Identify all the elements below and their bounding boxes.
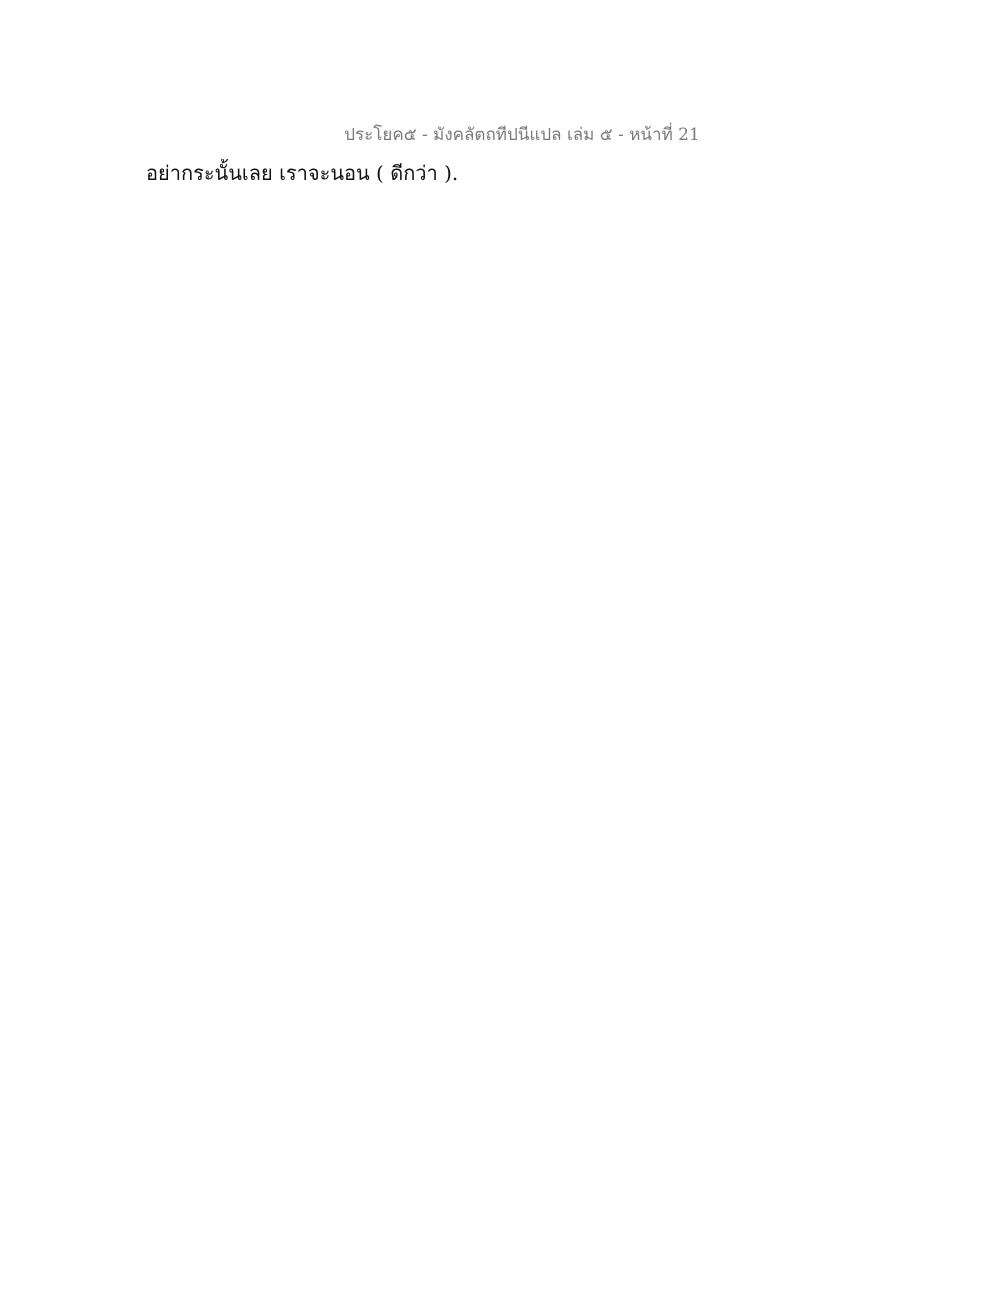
text-line (146, 623, 716, 662)
text-line (146, 740, 716, 779)
text-line (146, 232, 716, 271)
text-line (146, 584, 716, 623)
text-line (146, 310, 716, 349)
text-line: อย่ากระนั้นเลย เราจะนอน ( ดีกว่า ). (146, 161, 459, 185)
text-line (146, 506, 716, 545)
text-line (146, 193, 716, 232)
body-text (146, 154, 716, 1014)
text-line (146, 897, 716, 936)
text-line (146, 389, 716, 428)
text-line (146, 858, 716, 897)
text-line (146, 428, 716, 467)
text-line (146, 701, 716, 740)
text-line (146, 349, 716, 388)
text-line (146, 975, 716, 1014)
text-line (146, 936, 716, 975)
page-header: ประโยค๕ - มังคลัตถทีปนีแปล เล่ม ๕ - หน้าที่ 21 (344, 125, 700, 145)
text-line (146, 780, 716, 819)
text-line (146, 467, 716, 506)
text-line (146, 662, 716, 701)
text-line (146, 271, 716, 310)
text-line (146, 545, 716, 584)
text-line (146, 819, 716, 858)
